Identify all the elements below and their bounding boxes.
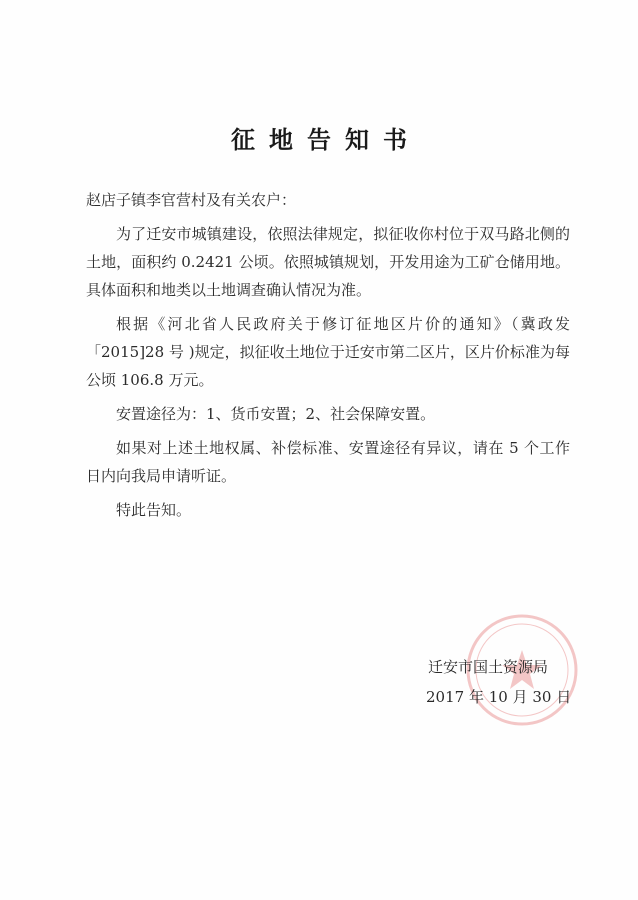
paragraph-objection: 如果对上述土地权属、补偿标准、安置途径有异议，请在 5 个工作日内向我局申请听证。 (86, 439, 570, 485)
salutation: 赵店子镇李官营村及有关农户： (86, 191, 297, 209)
issue-date: 2017 年 10 月 30 日 (426, 688, 572, 706)
paragraph-closing: 特此告知。 (116, 501, 192, 519)
issuing-organization: 迁安市国土资源局 (428, 658, 549, 676)
paragraph-compensation: 根据《河北省人民政府关于修订征地区片价的通知》（冀政发「2015]28 号 )规定，拟征收土地位于迁安市第二区片，区片价标准为每公顷 106.8 万元。 (86, 315, 570, 389)
document-body (86, 186, 570, 530)
signature-block (420, 652, 590, 712)
document-title: 征地告知书 (231, 125, 421, 154)
paragraph-purpose: 为了迁安市城镇建设，依照法律规定，拟征收你村位于双马路北侧的土地，面积约 0.2421 公顷。依照城镇规划，开发用途为工矿仓储用地。具体面积和地类以土地调查确认情况为准。 (86, 225, 570, 299)
paragraph-resettlement: 安置途径为：1、货币安置；2、社会保障安置。 (116, 405, 436, 423)
